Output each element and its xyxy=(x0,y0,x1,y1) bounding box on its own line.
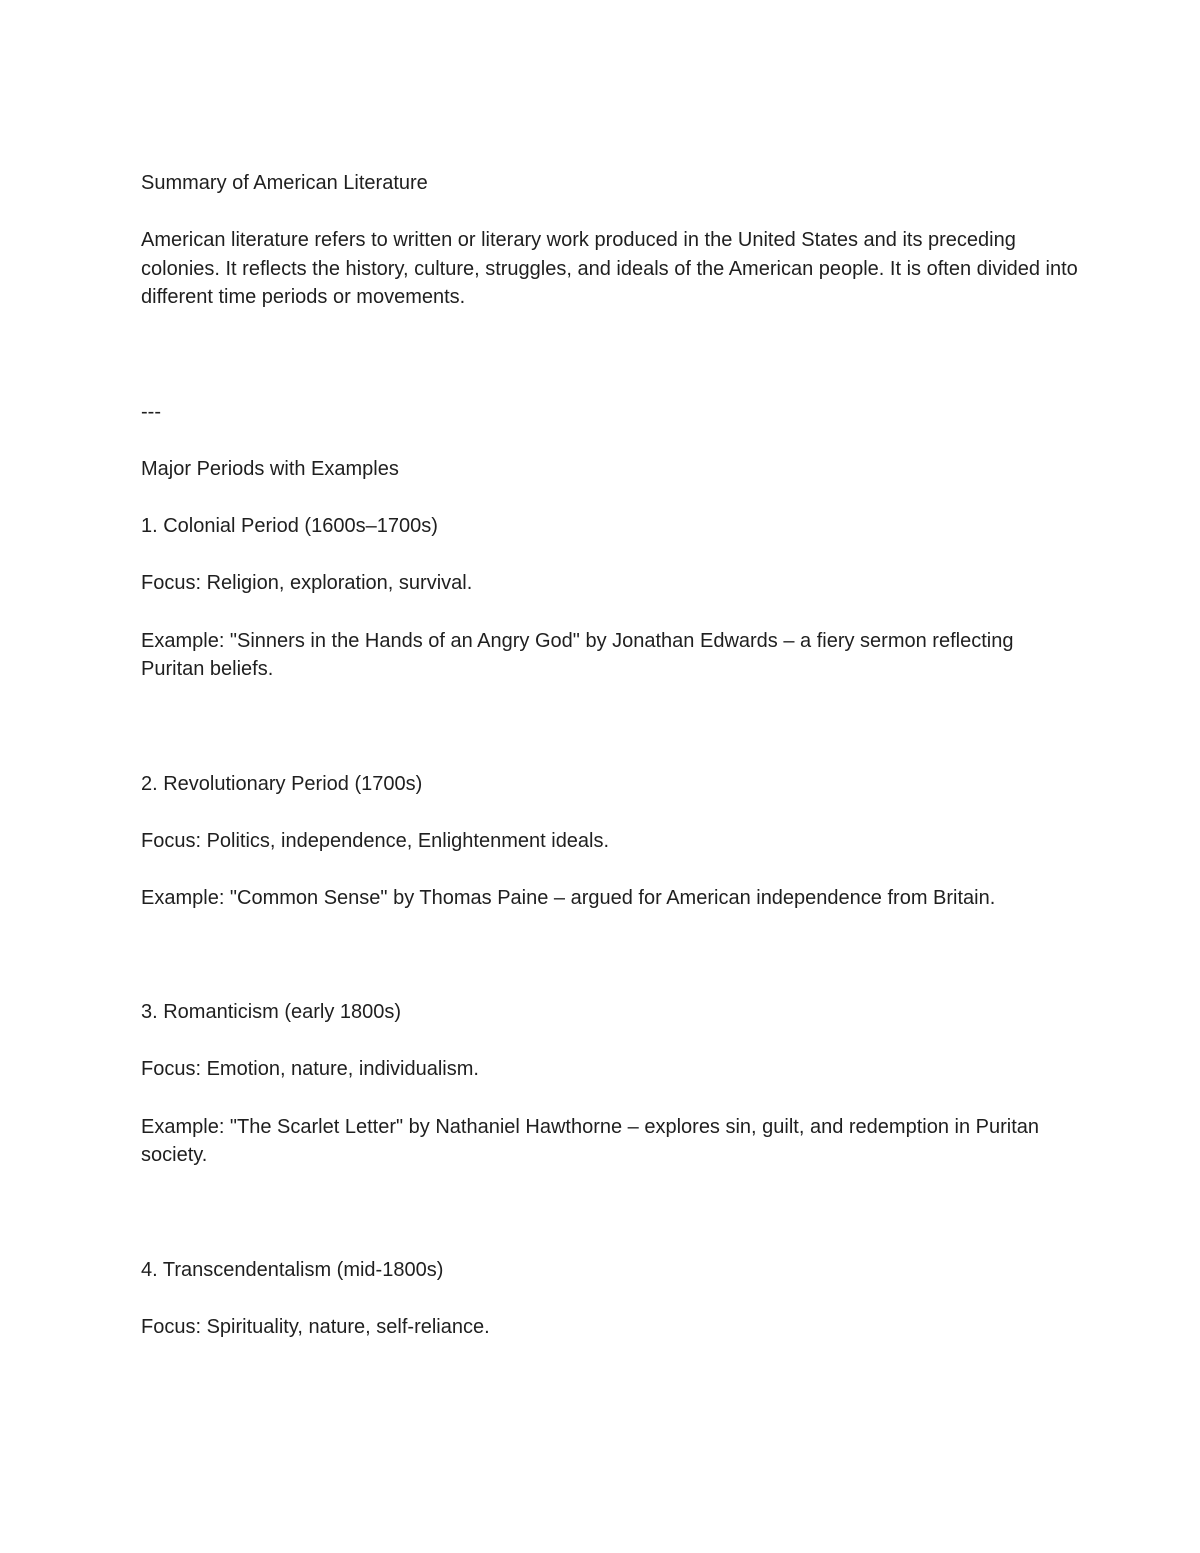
period-heading-romanticism: 3. Romanticism (early 1800s) xyxy=(141,1001,402,1024)
period-example-revolutionary: Example: "Common Sense" by Thomas Paine – argued for American independence from Britain. xyxy=(141,886,996,909)
section-heading: Major Periods with Examples xyxy=(141,457,399,480)
document-title: Summary of American Literature xyxy=(141,172,428,194)
period-heading-revolutionary: 2. Revolutionary Period (1700s) xyxy=(141,772,423,795)
period-heading-transcendentalism: 4. Transcendentalism (mid-1800s) xyxy=(141,1258,444,1281)
period-focus-transcendentalism: Focus: Spirituality, nature, self-reliance. xyxy=(141,1315,490,1338)
document-body xyxy=(141,169,1081,1341)
period-focus-colonial: Focus: Religion, exploration, survival. xyxy=(141,572,473,595)
period-focus-revolutionary: Focus: Politics, independence, Enlightenment ideals. xyxy=(141,829,610,852)
period-example-romanticism: Example: "The Scarlet Letter" by Nathaniel Hawthorne – explores sin, guilt, and redemption in Puritan society. xyxy=(141,1115,1040,1167)
period-example-colonial: Example: "Sinners in the Hands of an Angry God" by Jonathan Edwards – a fiery sermon reflecting Puritan beliefs. xyxy=(141,629,1014,681)
intro-paragraph: American literature refers to written or literary work produced in the United States and its preceding colonies. It reflects the history, culture, struggles, and ideals of the American people. It is often divided into different time periods or movements. xyxy=(141,229,1078,309)
period-heading-colonial: 1. Colonial Period (1600s–1700s) xyxy=(141,515,438,538)
section-divider: --- xyxy=(141,400,161,423)
period-focus-romanticism: Focus: Emotion, nature, individualism. xyxy=(141,1058,479,1081)
